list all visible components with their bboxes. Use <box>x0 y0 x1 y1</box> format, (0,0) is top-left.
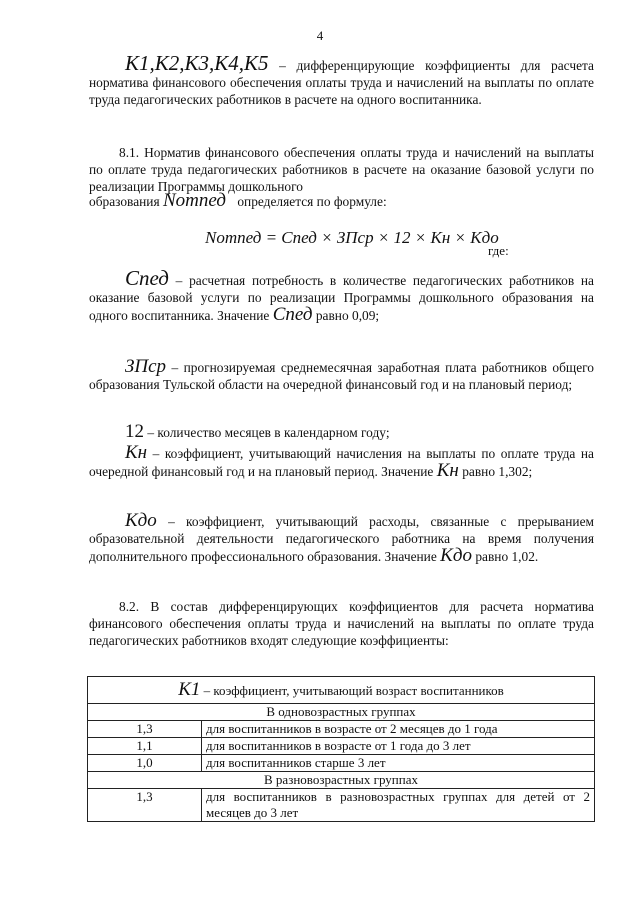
p81-prefix: образования <box>89 194 160 209</box>
k1-coefficient-table <box>87 676 595 822</box>
row-desc: для воспитанников в разновозрастных группах для детей от 2 месяцев до 3 лет <box>202 789 595 822</box>
row-value: 1,3 <box>88 789 202 822</box>
kn-symbol-inline: Kн <box>436 460 459 481</box>
c-ped-value: равно 0,09; <box>315 308 380 323</box>
p81-formula-intro <box>89 192 594 210</box>
group-row <box>88 772 595 789</box>
page-number: 4 <box>316 28 324 43</box>
kn-value: равно 1,302; <box>462 464 533 479</box>
kdo-paragraph <box>89 512 594 565</box>
row-desc: для воспитанников в возрасте от 1 года до 3 лет <box>202 738 595 755</box>
kn-symbol: Kн <box>125 442 148 463</box>
c-ped-paragraph <box>89 266 594 325</box>
row-value: 1,1 <box>88 738 202 755</box>
group1-label: В одновозрастных группах <box>88 704 595 721</box>
kdo-value: равно 1,02. <box>475 549 539 564</box>
k1-symbol: K1 <box>178 678 201 700</box>
table-row <box>88 721 595 738</box>
p81-line1: 8.1. Норматив финансового обеспечения оплаты труда и начислений на выплаты по оплате труда педагогических работников в расчете на оказание базовой услуги по реализации Программы дошкольного <box>89 145 594 194</box>
c-ped-symbol-inline: Cпед <box>272 304 313 325</box>
zp-paragraph <box>89 358 594 393</box>
p82-paragraph: 8.2. В состав дифференцирующих коэффициентов для расчета норматива финансового обеспечения оплаты труда и начислений на выплаты по оплате труда педагогических работников входят следующие коэффициенты: <box>89 599 594 648</box>
formula: Nотпед = Cпед × ЗПср × 12 × Kн × Kдо <box>205 228 499 247</box>
p81-suffix: определяется по формуле: <box>237 194 387 209</box>
table-header <box>88 677 595 704</box>
n-otped-symbol: Nотпед <box>163 190 226 211</box>
row-desc: для воспитанников в возрасте от 2 месяцев до 1 года <box>202 721 595 738</box>
table-header-text: – коэффициент, учитывающий возраст воспитанников <box>203 682 504 698</box>
c-ped-text: – расчетная потребность в количестве педагогических работников на оказание базовой услуги по реализации Программы дошкольного образования на одного воспитанника. Значение <box>89 273 594 323</box>
p81-paragraph <box>89 144 594 195</box>
c-ped-symbol: Cпед <box>125 266 169 290</box>
kn-text: – коэффициент, учитывающий начисления на выплаты по оплате труда на очередной финансовый год и на плановый период. Значение <box>89 446 594 479</box>
months-text: – количество месяцев в календарном году; <box>147 425 390 440</box>
table-header-row <box>88 677 595 704</box>
group-row <box>88 704 595 721</box>
diff-coef-symbol: K1,K2,K3,K4,K5 <box>125 51 269 75</box>
kdo-symbol: Kдо <box>125 510 157 531</box>
kdo-text: – коэффициент, учитывающий расходы, связанные с прерыванием образовательной деятельности педагогического работника на время получения дополнительного профессионального образования. <box>89 514 594 564</box>
table-row <box>88 789 595 822</box>
months-line <box>89 423 594 441</box>
kn-paragraph <box>89 444 594 480</box>
row-value: 1,3 <box>88 721 202 738</box>
months-symbol: 12 <box>125 421 144 442</box>
table-row <box>88 755 595 772</box>
group2-label: В разновозрастных группах <box>88 772 595 789</box>
diff-coef-text: – дифференцирующие коэффициенты для расчета норматива финансового обеспечения оплаты труда и начислений на выплаты по оплате труда педагогических работников в расчете на одного воспитанника. <box>89 58 594 107</box>
formula-where: где: <box>488 243 509 258</box>
row-desc: для воспитанников старше 3 лет <box>202 755 595 772</box>
kdo-symbol-inline: Kдо <box>440 545 472 566</box>
kdo-prefix: Значение <box>384 549 437 564</box>
zp-text: – прогнозируемая среднемесячная заработная плата работников общего образования Тульской области на очередной финансовый год и на плановый период; <box>89 360 594 392</box>
table-row <box>88 738 595 755</box>
zp-symbol: ЗПср <box>125 356 167 377</box>
diff-coef-paragraph <box>89 51 594 108</box>
row-value: 1,0 <box>88 755 202 772</box>
